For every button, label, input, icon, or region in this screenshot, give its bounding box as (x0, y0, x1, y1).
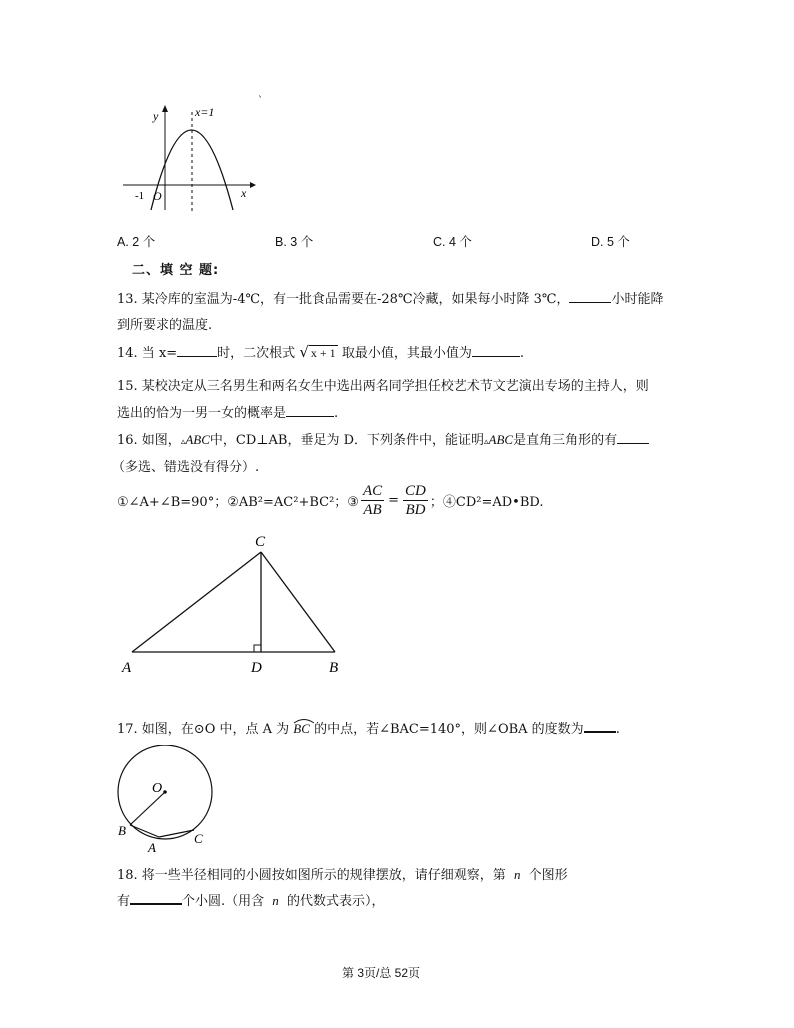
right-triangle-figure (115, 530, 355, 680)
q18-text-4: 个小圆.（用含 (182, 894, 265, 909)
q16-cond-4: ；④CD²=AD•BD. (429, 495, 544, 510)
q16-text-2: 中，CD⊥AB，垂足为 D．下列条件中，能证明 (209, 433, 484, 448)
q17-answer-blank[interactable] (584, 731, 616, 733)
radius-ob (130, 792, 165, 825)
q17-text-2: 的中点，若∠BAC=140°，则∠OBA 的度数为 (314, 722, 584, 737)
q17-arc-label: BC (293, 721, 310, 736)
question-18-line-2 (117, 890, 384, 909)
question-17 (117, 718, 620, 737)
graph-axis-line-label: x=1 (195, 105, 215, 119)
question-16-line-2: （多选、错选没有得分）. (112, 460, 260, 475)
question-16-conditions (117, 482, 544, 519)
chord-ba (130, 825, 159, 837)
q13-text-1: 13. 某冷库的室温为-4℃，有一批食品需要在-28℃冷藏，如果每小时降 3℃， (117, 292, 570, 307)
question-18 (117, 864, 568, 883)
q16-fraction-1 (361, 482, 384, 519)
q14-text-4: . (519, 346, 524, 361)
page-footer: 第 3页/总 52页 (342, 966, 421, 980)
q14-text-2: 时，二次根式 (217, 346, 296, 361)
circle-label-o: O (152, 781, 163, 796)
q14-min-blank[interactable] (472, 356, 520, 357)
circle-label-c: C (194, 831, 203, 846)
chord-ac (159, 830, 194, 837)
stray-mark: ` (258, 96, 263, 107)
q16-equals: = (388, 493, 400, 508)
right-angle-mark (254, 645, 261, 652)
circle-figure (110, 745, 220, 855)
q16-fraction-2 (403, 482, 428, 519)
q18-answer-blank[interactable] (130, 903, 182, 905)
q18-text-3: 有 (117, 894, 131, 909)
question-15: 15. 某校决定从三名男生和两名女生中选出两名同学担任校艺术节文艺演出专场的主持人，则 (117, 379, 649, 394)
question-15-line-2 (117, 402, 338, 421)
circle-label-a: A (148, 840, 156, 855)
graph-minus-one-label: -1 (135, 190, 145, 202)
triangle-label-b: B (329, 660, 339, 676)
q16-triangle-2: ABC (488, 432, 514, 447)
circle-label-b: B (118, 823, 126, 838)
q18-n-2: n (272, 893, 279, 908)
section-title: 二、填 空 题: (132, 263, 220, 278)
graph-origin-label: O (153, 189, 162, 203)
q16-text-3: 是直角三角形的有 (513, 433, 618, 448)
triangle-side-cb (261, 552, 335, 652)
q16-frac2-den: BD (405, 502, 426, 518)
question-14 (117, 342, 524, 361)
q14-text-1: 14. 当 x= (117, 346, 178, 361)
triangle-label-d: D (251, 660, 262, 676)
graph-y-label: y (153, 109, 159, 123)
q14-radicand: x + 1 (310, 346, 336, 360)
q15-text-3: . (334, 406, 339, 421)
choice-a[interactable]: A. 2 个 (117, 235, 156, 249)
q14-sqrt: √ x + 1 (299, 343, 336, 361)
triangle-label-a: A (122, 660, 132, 676)
q13-answer-blank[interactable] (569, 302, 611, 303)
q16-frac1-num: AC (362, 483, 383, 499)
x-axis-arrow (250, 182, 256, 188)
q13-text-2: 小时能降 (611, 292, 664, 307)
q18-n-1: n (513, 867, 521, 882)
choice-b[interactable]: B. 3 个 (275, 235, 314, 249)
choice-c[interactable]: C. 4 个 (433, 235, 472, 249)
q15-text-2: 选出的恰为一男一女的概率是 (117, 406, 287, 421)
q16-cond-1: ①∠A+∠B=90°；②AB²=AC²+BC²；③ (117, 495, 359, 510)
question-13 (117, 288, 663, 307)
y-axis-arrow (162, 105, 168, 112)
question-13-line-2: 到所要求的温度. (117, 318, 213, 333)
q18-text-5: 的代数式表示）， (286, 894, 385, 909)
graph-x-label: x (241, 186, 247, 200)
choice-d[interactable]: D. 5 个 (591, 235, 630, 249)
q15-answer-blank[interactable] (286, 416, 334, 417)
triangle-label-c: C (255, 534, 266, 550)
q18-text-1: 18. 将一些半径相同的小圆按如图所示的规律摆放，请仔细观察，第 (117, 868, 506, 883)
triangle-side-ac (132, 552, 261, 652)
q14-x-blank[interactable] (177, 356, 217, 357)
q14-text-3: 取最小值，其最小值为 (341, 346, 472, 361)
q17-text-1: 17. 如图，在⊙O 中，点 A 为 (117, 722, 290, 737)
parabola-graph (115, 100, 260, 215)
q17-text-3: . (615, 722, 620, 737)
q18-text-2: 个图形 (528, 868, 568, 883)
q16-frac1-den: AB (363, 502, 382, 518)
q16-answer-blank[interactable] (617, 443, 649, 444)
q16-text-1: 16. 如图， (117, 433, 181, 448)
question-16: 16. 如图，▵ABC中，CD⊥AB，垂足为 D．下列条件中，能证明▵ABC是直角三角形的有 (117, 429, 649, 448)
q16-triangle-1: ABC (185, 432, 210, 447)
q16-frac2-num: CD (405, 483, 426, 499)
q17-arc-bc (293, 721, 310, 737)
